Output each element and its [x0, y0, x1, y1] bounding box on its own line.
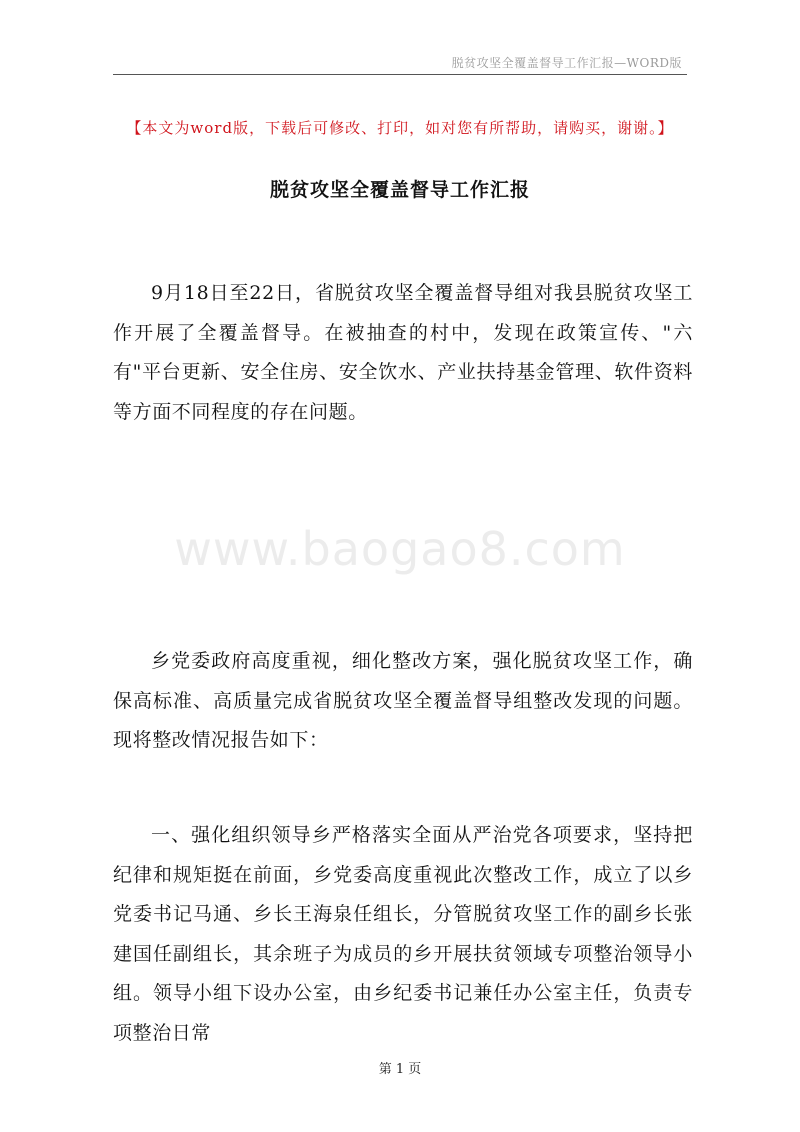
header-divider	[113, 74, 687, 75]
paragraph-3: 一、强化组织领导乡严格落实全面从严治党各项要求，坚持把纪律和规矩挺在前面，乡党委高度重视此次整改工作，成立了以乡党委书记马通、乡长王海泉任组长，分管脱贫攻坚工作的副乡长张建国任副组长，其余班子为成员的乡开展扶贫领域专项整治领导小组。领导小组下设办公室，由乡纪委书记兼任办公室主任，负责专项整治日常	[113, 824, 693, 1044]
download-notice: 【本文为word版，下载后可修改、打印，如对您有所帮助，请购买，谢谢。】	[126, 119, 674, 137]
paragraph-2: 乡党委政府高度重视，细化整改方案，强化脱贫攻坚工作，确保高标准、高质量完成省脱贫攻坚全覆盖督导组整改发现的问题。现将整改情况报告如下：	[113, 650, 693, 751]
paragraph-1: 9月18日至22日，省脱贫攻坚全覆盖督导组对我县脱贫攻坚工作开展了全覆盖督导。在被抽查的村中，发现在政策宣传、"六有"平台更新、安全住房、安全饮水、产业扶持基金管理、软件资料等方面不同程度的存在问题。	[113, 282, 693, 423]
page-number: 第 1 页	[378, 1062, 422, 1077]
watermark: www.baogao8.com	[174, 522, 626, 576]
running-header: 脱贫攻坚全覆盖督导工作汇报—WORD版	[451, 56, 682, 70]
document-title: 脱贫攻坚全覆盖督导工作汇报	[269, 179, 530, 201]
